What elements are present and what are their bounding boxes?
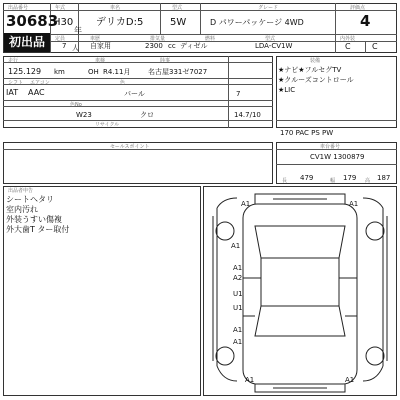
body-type-label: 車歴 bbox=[90, 36, 101, 42]
damage-code-u1: U1 bbox=[233, 290, 243, 298]
option-line-3: ★LIC bbox=[278, 86, 296, 94]
wheel-rear-left bbox=[216, 347, 234, 365]
grade-value: D パワーパッケージ 4WD bbox=[210, 18, 304, 27]
mileage-value: 125.129 bbox=[8, 67, 42, 76]
equipment-codes: 170 PAC PS PW bbox=[280, 129, 334, 137]
exterior-grade: C bbox=[372, 42, 378, 51]
upholstery-value: クロ bbox=[140, 111, 154, 119]
header-col-divider-3 bbox=[160, 3, 161, 34]
details-label-divider bbox=[3, 62, 273, 63]
wheel-size: 14.7/10 bbox=[234, 111, 261, 119]
model-type-label: 型式 bbox=[265, 36, 276, 42]
shift-value: IAT bbox=[6, 88, 19, 97]
options-label: 装備 bbox=[310, 58, 321, 64]
displacement-unit: cc bbox=[168, 42, 176, 50]
aircon-label: エアコン bbox=[30, 80, 50, 86]
score-label: 評価点 bbox=[350, 5, 366, 11]
note-line-2: 室内汚れ bbox=[6, 205, 38, 214]
interior-grade: C bbox=[345, 42, 351, 51]
car-class: 5W bbox=[170, 17, 187, 28]
damage-code-b2: A1 bbox=[233, 338, 243, 346]
option-line-1: ★ナビ★フルセグTV bbox=[278, 66, 342, 74]
note-line-4: 外大歯T ター取付 bbox=[6, 225, 70, 234]
year-label: 年式 bbox=[55, 5, 66, 11]
fuel-label: 燃料 bbox=[205, 36, 216, 42]
width-value: 179 bbox=[343, 174, 357, 182]
windshield bbox=[255, 226, 345, 258]
details-col-divider bbox=[228, 56, 229, 128]
damage-code-side-a: A1 bbox=[233, 264, 243, 272]
grade-label: グレード bbox=[258, 5, 279, 11]
damage-code-top-right: A1 bbox=[349, 200, 359, 208]
wheel-front-right bbox=[366, 222, 384, 240]
year-value: H30 bbox=[53, 17, 74, 28]
recycle-label: リサイクル bbox=[95, 122, 120, 128]
inspection-label: 車検 bbox=[95, 58, 106, 64]
interior-exterior-label: 内外装 bbox=[340, 36, 356, 42]
width-label: 幅 bbox=[330, 178, 336, 184]
plate-number: 名古屋331ゼ7027 bbox=[148, 68, 208, 76]
note-line-1: シートヘタリ bbox=[6, 195, 54, 204]
displacement-value: 2300 bbox=[145, 42, 163, 50]
color-label: 色 bbox=[120, 80, 126, 86]
option-line-2: ★クルーズコントロール bbox=[278, 76, 354, 84]
header-col-divider-6 bbox=[365, 41, 366, 53]
first-listing-badge: 初出品 bbox=[4, 33, 50, 52]
lot-number: 30683 bbox=[6, 12, 59, 30]
options-divider bbox=[276, 120, 397, 121]
damage-code-side-b: A2 bbox=[233, 274, 243, 282]
wheel-front-left bbox=[216, 222, 234, 240]
fuel-value: ディゼル bbox=[180, 42, 208, 50]
color-no-label: 色No bbox=[70, 102, 82, 108]
length-label: 長 bbox=[282, 178, 288, 184]
shift-label: シフト bbox=[8, 80, 24, 86]
height-label: 高 bbox=[365, 178, 371, 184]
sales-points-label: セールスポイント bbox=[110, 144, 150, 150]
score-value: 4 bbox=[360, 12, 371, 30]
details-row-divider-5 bbox=[3, 120, 273, 121]
aircon-value: AAC bbox=[28, 88, 45, 97]
seats-unit: 人 bbox=[72, 44, 79, 52]
year-unit: 年 bbox=[74, 26, 82, 35]
plate-label: 陸事 bbox=[160, 58, 171, 64]
mileage-unit: km bbox=[54, 68, 65, 76]
height-value: 187 bbox=[377, 174, 391, 182]
damage-code-r1: A1 bbox=[245, 376, 255, 384]
seats-label: 定員 bbox=[55, 36, 66, 42]
model-label: 車名 bbox=[110, 5, 121, 11]
model-code-value: LDA-CV1W bbox=[255, 42, 293, 50]
roof bbox=[261, 258, 339, 306]
lot-number-label: 出品番号 bbox=[8, 5, 29, 11]
car-inspection-diagram bbox=[203, 186, 397, 396]
length-value: 479 bbox=[300, 174, 314, 182]
details-row-divider-3 bbox=[3, 100, 273, 101]
model-name: デリカD:5 bbox=[96, 17, 144, 28]
damage-code-u2: U1 bbox=[233, 304, 243, 312]
wheel-rear-right bbox=[366, 347, 384, 365]
model-code-label: 型式 bbox=[172, 5, 183, 11]
color-value: パール bbox=[124, 90, 145, 98]
note-line-3: 外装うすい傷複 bbox=[6, 215, 62, 224]
vin-value: CV1W 1300879 bbox=[310, 153, 365, 161]
header-col-divider-5 bbox=[335, 3, 336, 53]
header-col-divider-4 bbox=[200, 3, 201, 34]
rear-window bbox=[255, 306, 345, 336]
car-body-outline bbox=[243, 204, 357, 384]
details-row-divider-4 bbox=[3, 106, 273, 107]
mileage-label: 走行 bbox=[8, 58, 19, 64]
chassis-divider-2 bbox=[276, 164, 397, 165]
inspection-date: R4.11月 bbox=[103, 68, 131, 76]
inspection-info: OH bbox=[88, 68, 99, 76]
damage-code-b1: A1 bbox=[233, 326, 243, 334]
damage-code-top-left: A1 bbox=[241, 200, 251, 208]
chassis-label: 車台番号 bbox=[320, 144, 341, 150]
displacement-label: 排気量 bbox=[150, 36, 166, 42]
seats-value: 7 bbox=[62, 42, 67, 50]
damage-code-r2: A1 bbox=[345, 376, 355, 384]
capacity-value: 7 bbox=[236, 90, 241, 98]
seller-notes-label: 出品者申告 bbox=[8, 188, 34, 194]
damage-code-left-panel: A1 bbox=[231, 242, 241, 250]
color-code: W23 bbox=[76, 111, 92, 119]
usage-value: 自家用 bbox=[90, 42, 111, 50]
